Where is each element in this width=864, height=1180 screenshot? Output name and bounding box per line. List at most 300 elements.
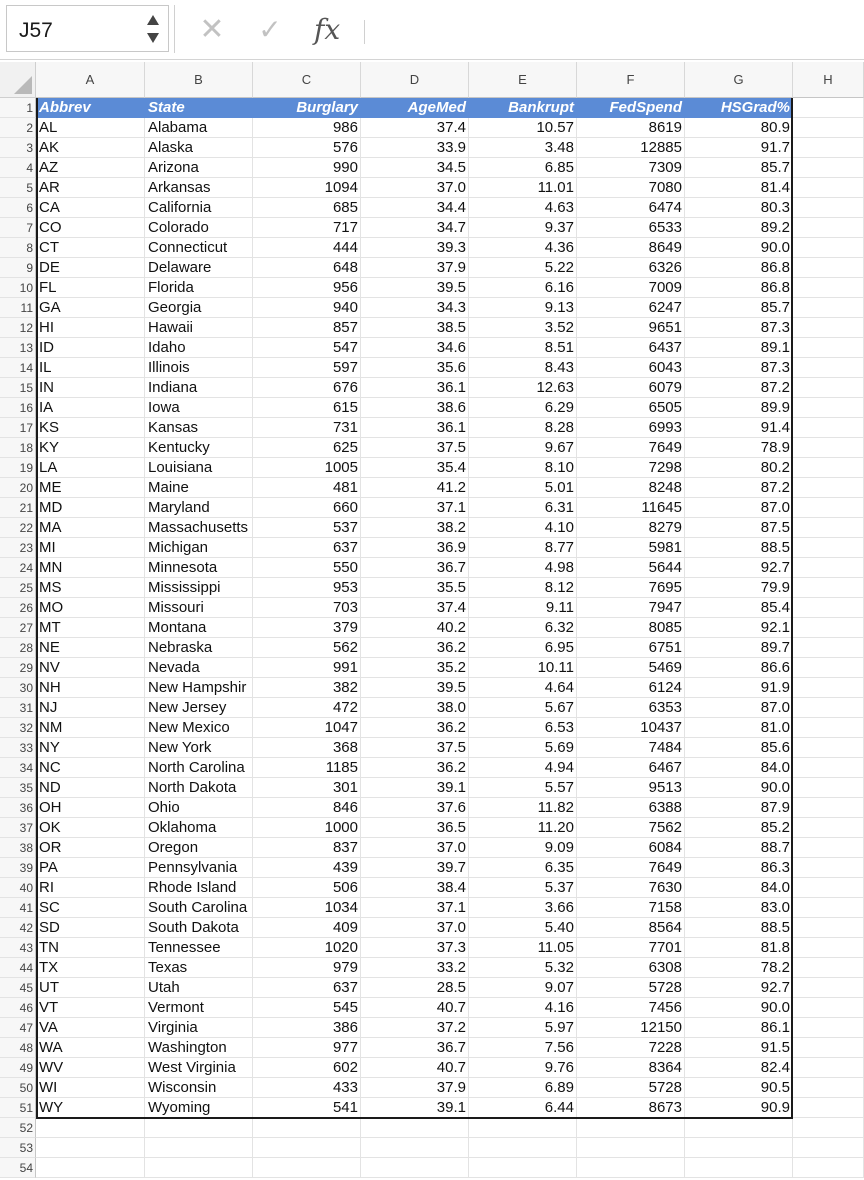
cell[interactable]: FL	[36, 278, 145, 298]
cell[interactable]: 550	[253, 558, 361, 578]
cell[interactable]	[145, 1138, 253, 1158]
cell[interactable]: 87.2	[685, 378, 793, 398]
cell[interactable]: 6.16	[469, 278, 577, 298]
cell[interactable]: 34.6	[361, 338, 469, 358]
cell[interactable]: 6084	[577, 838, 685, 858]
cell[interactable]: 5.37	[469, 878, 577, 898]
cell[interactable]: 5.01	[469, 478, 577, 498]
row-header[interactable]: 24	[0, 558, 36, 578]
header-cell[interactable]: Abbrev	[36, 98, 145, 118]
cell[interactable]: 88.5	[685, 538, 793, 558]
column-header-e[interactable]: E	[469, 62, 577, 98]
cell[interactable]: Nevada	[145, 658, 253, 678]
cell[interactable]: South Dakota	[145, 918, 253, 938]
header-cell[interactable]: FedSpend	[577, 98, 685, 118]
header-cell[interactable]: Burglary	[253, 98, 361, 118]
cell[interactable]: 9.07	[469, 978, 577, 998]
row-header[interactable]: 33	[0, 738, 36, 758]
cell[interactable]: 85.7	[685, 298, 793, 318]
cell[interactable]: 92.7	[685, 978, 793, 998]
cell[interactable]: 12150	[577, 1018, 685, 1038]
cell[interactable]	[793, 178, 864, 198]
cell[interactable]: Missouri	[145, 598, 253, 618]
cell[interactable]	[793, 558, 864, 578]
cell[interactable]: 6247	[577, 298, 685, 318]
cell[interactable]: LA	[36, 458, 145, 478]
cell[interactable]: 87.2	[685, 478, 793, 498]
cell[interactable]: 90.0	[685, 778, 793, 798]
row-header[interactable]: 40	[0, 878, 36, 898]
cell[interactable]: 6353	[577, 698, 685, 718]
name-box[interactable]	[6, 5, 169, 52]
cell[interactable]: 86.6	[685, 658, 793, 678]
row-header[interactable]: 8	[0, 238, 36, 258]
cell[interactable]: IN	[36, 378, 145, 398]
cell[interactable]: MS	[36, 578, 145, 598]
cell[interactable]: 6388	[577, 798, 685, 818]
cell[interactable]: HI	[36, 318, 145, 338]
cell[interactable]: 7298	[577, 458, 685, 478]
cell[interactable]: ND	[36, 778, 145, 798]
cell[interactable]: 685	[253, 198, 361, 218]
cell[interactable]: WV	[36, 1058, 145, 1078]
cell[interactable]: SC	[36, 898, 145, 918]
cell[interactable]	[145, 1158, 253, 1178]
cell[interactable]: 85.6	[685, 738, 793, 758]
cell[interactable]	[469, 1138, 577, 1158]
cell[interactable]	[793, 258, 864, 278]
cell[interactable]	[253, 1118, 361, 1138]
cell[interactable]: 84.0	[685, 758, 793, 778]
cell[interactable]: TX	[36, 958, 145, 978]
cell[interactable]: RI	[36, 878, 145, 898]
row-header[interactable]: 21	[0, 498, 36, 518]
cell[interactable]: AK	[36, 138, 145, 158]
cell[interactable]	[793, 538, 864, 558]
cell[interactable]	[577, 1138, 685, 1158]
cell[interactable]: Pennsylvania	[145, 858, 253, 878]
cell[interactable]	[793, 758, 864, 778]
cell[interactable]: 7695	[577, 578, 685, 598]
row-header[interactable]: 10	[0, 278, 36, 298]
cell[interactable]: 85.2	[685, 818, 793, 838]
cell[interactable]	[361, 1118, 469, 1138]
cell[interactable]: 91.5	[685, 1038, 793, 1058]
cell[interactable]: Arizona	[145, 158, 253, 178]
cell[interactable]: NM	[36, 718, 145, 738]
cell[interactable]: 36.2	[361, 638, 469, 658]
cell[interactable]: 615	[253, 398, 361, 418]
cell[interactable]	[793, 918, 864, 938]
cell[interactable]: 6437	[577, 338, 685, 358]
cell[interactable]: 3.52	[469, 318, 577, 338]
cell[interactable]: NC	[36, 758, 145, 778]
cell[interactable]: 37.3	[361, 938, 469, 958]
row-header[interactable]: 51	[0, 1098, 36, 1118]
cell[interactable]: 9.67	[469, 438, 577, 458]
cell[interactable]: 409	[253, 918, 361, 938]
cell[interactable]: 40.7	[361, 1058, 469, 1078]
cell[interactable]: 6.95	[469, 638, 577, 658]
cell[interactable]: 537	[253, 518, 361, 538]
column-header-h[interactable]: H	[793, 62, 864, 98]
column-header-b[interactable]: B	[145, 62, 253, 98]
cell[interactable]: 576	[253, 138, 361, 158]
cell[interactable]	[361, 1138, 469, 1158]
cell[interactable]	[793, 878, 864, 898]
cell[interactable]: 8248	[577, 478, 685, 498]
cell[interactable]: 1020	[253, 938, 361, 958]
cell[interactable]	[793, 318, 864, 338]
row-header[interactable]: 14	[0, 358, 36, 378]
cell[interactable]: 7309	[577, 158, 685, 178]
cell[interactable]: 6.35	[469, 858, 577, 878]
cell[interactable]: 90.0	[685, 238, 793, 258]
cell[interactable]: 36.5	[361, 818, 469, 838]
cell[interactable]: 11.82	[469, 798, 577, 818]
cell[interactable]: DE	[36, 258, 145, 278]
cell[interactable]: 977	[253, 1038, 361, 1058]
cell[interactable]: 91.4	[685, 418, 793, 438]
cell[interactable]	[793, 338, 864, 358]
cell[interactable]: 39.3	[361, 238, 469, 258]
cell[interactable]: 637	[253, 978, 361, 998]
cell[interactable]: 11645	[577, 498, 685, 518]
cell[interactable]: Michigan	[145, 538, 253, 558]
cell[interactable]: 5.22	[469, 258, 577, 278]
cell[interactable]	[469, 1158, 577, 1178]
cell[interactable]: MN	[36, 558, 145, 578]
cell[interactable]: 6751	[577, 638, 685, 658]
cell[interactable]: MT	[36, 618, 145, 638]
row-header[interactable]: 52	[0, 1118, 36, 1138]
cell[interactable]: 28.5	[361, 978, 469, 998]
cell[interactable]: 35.4	[361, 458, 469, 478]
cell[interactable]: 9.11	[469, 598, 577, 618]
cell[interactable]: 6.89	[469, 1078, 577, 1098]
cell[interactable]: 5981	[577, 538, 685, 558]
row-header[interactable]: 34	[0, 758, 36, 778]
cell[interactable]: 386	[253, 1018, 361, 1038]
row-header[interactable]: 28	[0, 638, 36, 658]
cell[interactable]: 4.94	[469, 758, 577, 778]
cell[interactable]: 80.2	[685, 458, 793, 478]
cell[interactable]: MO	[36, 598, 145, 618]
cell[interactable]: New Mexico	[145, 718, 253, 738]
cell[interactable]: 731	[253, 418, 361, 438]
cell[interactable]: 91.9	[685, 678, 793, 698]
cell[interactable]: KY	[36, 438, 145, 458]
cell[interactable]: 597	[253, 358, 361, 378]
cell[interactable]: 5.69	[469, 738, 577, 758]
row-header[interactable]: 30	[0, 678, 36, 698]
cell[interactable]	[469, 1118, 577, 1138]
cell[interactable]: 34.3	[361, 298, 469, 318]
cell[interactable]	[793, 1118, 864, 1138]
cell[interactable]: 1034	[253, 898, 361, 918]
cell[interactable]: 979	[253, 958, 361, 978]
cell[interactable]	[793, 378, 864, 398]
cell[interactable]: Texas	[145, 958, 253, 978]
checkmark-icon[interactable]: ✓	[258, 14, 282, 45]
cell[interactable]: 79.9	[685, 578, 793, 598]
row-header[interactable]: 29	[0, 658, 36, 678]
cell[interactable]: AL	[36, 118, 145, 138]
cell[interactable]: North Dakota	[145, 778, 253, 798]
select-all-corner[interactable]	[0, 62, 36, 98]
cell[interactable]: GA	[36, 298, 145, 318]
cell[interactable]	[793, 678, 864, 698]
cell[interactable]: 545	[253, 998, 361, 1018]
cell[interactable]	[253, 1138, 361, 1158]
row-header[interactable]: 1	[0, 98, 36, 118]
cell[interactable]: UT	[36, 978, 145, 998]
column-header-c[interactable]: C	[253, 62, 361, 98]
cell[interactable]: 81.8	[685, 938, 793, 958]
cell[interactable]: 5.97	[469, 1018, 577, 1038]
cell[interactable]: Utah	[145, 978, 253, 998]
cell[interactable]: 8.77	[469, 538, 577, 558]
row-header[interactable]: 54	[0, 1158, 36, 1178]
cell[interactable]: 39.7	[361, 858, 469, 878]
cell[interactable]: Indiana	[145, 378, 253, 398]
cell[interactable]: 86.8	[685, 278, 793, 298]
cell[interactable]: 8.43	[469, 358, 577, 378]
column-header-g[interactable]: G	[685, 62, 793, 98]
cell[interactable]: 625	[253, 438, 361, 458]
cell[interactable]: NV	[36, 658, 145, 678]
cell[interactable]: 6.32	[469, 618, 577, 638]
cell[interactable]: 38.6	[361, 398, 469, 418]
cell[interactable]	[793, 1018, 864, 1038]
cell[interactable]: 87.0	[685, 698, 793, 718]
cell[interactable]: 8564	[577, 918, 685, 938]
cell[interactable]: AR	[36, 178, 145, 198]
row-header[interactable]: 50	[0, 1078, 36, 1098]
column-header-a[interactable]: A	[36, 62, 145, 98]
cell[interactable]: Alabama	[145, 118, 253, 138]
cell[interactable]: 36.1	[361, 418, 469, 438]
cell[interactable]: 90.9	[685, 1098, 793, 1118]
cell[interactable]	[793, 598, 864, 618]
cell[interactable]: Colorado	[145, 218, 253, 238]
cell[interactable]: 41.2	[361, 478, 469, 498]
cell[interactable]: 637	[253, 538, 361, 558]
row-header[interactable]: 22	[0, 518, 36, 538]
cell[interactable]: South Carolina	[145, 898, 253, 918]
cell[interactable]: 837	[253, 838, 361, 858]
cell[interactable]: 11.20	[469, 818, 577, 838]
cell[interactable]: 1094	[253, 178, 361, 198]
row-header[interactable]: 37	[0, 818, 36, 838]
cell[interactable]: West Virginia	[145, 1058, 253, 1078]
cell[interactable]: 7228	[577, 1038, 685, 1058]
cell[interactable]: 37.5	[361, 438, 469, 458]
row-header[interactable]: 46	[0, 998, 36, 1018]
cell[interactable]: 8085	[577, 618, 685, 638]
cell[interactable]: 9513	[577, 778, 685, 798]
header-cell[interactable]: AgeMed	[361, 98, 469, 118]
cell[interactable]: 82.4	[685, 1058, 793, 1078]
cell[interactable]: Mississippi	[145, 578, 253, 598]
cell[interactable]: 87.5	[685, 518, 793, 538]
cell[interactable]: 7456	[577, 998, 685, 1018]
row-header[interactable]: 2	[0, 118, 36, 138]
cell[interactable]: 846	[253, 798, 361, 818]
cell[interactable]: Iowa	[145, 398, 253, 418]
cell[interactable]: 5.32	[469, 958, 577, 978]
cell[interactable]: 541	[253, 1098, 361, 1118]
cell[interactable]: 8619	[577, 118, 685, 138]
cell[interactable]: VT	[36, 998, 145, 1018]
cell[interactable]: 940	[253, 298, 361, 318]
cell[interactable]: Louisiana	[145, 458, 253, 478]
cell[interactable]: ME	[36, 478, 145, 498]
cell[interactable]: 11.01	[469, 178, 577, 198]
cell[interactable]: 7649	[577, 438, 685, 458]
cell[interactable]: 7649	[577, 858, 685, 878]
row-header[interactable]: 47	[0, 1018, 36, 1038]
cell[interactable]	[793, 498, 864, 518]
cell[interactable]: 6505	[577, 398, 685, 418]
row-header[interactable]: 4	[0, 158, 36, 178]
row-header[interactable]: 45	[0, 978, 36, 998]
cell[interactable]: 6124	[577, 678, 685, 698]
cell[interactable]: 7.56	[469, 1038, 577, 1058]
cell[interactable]	[145, 1118, 253, 1138]
cell[interactable]: 986	[253, 118, 361, 138]
cell[interactable]	[685, 1158, 793, 1178]
cell[interactable]: Georgia	[145, 298, 253, 318]
cell[interactable]: 88.7	[685, 838, 793, 858]
cell[interactable]: 89.1	[685, 338, 793, 358]
row-header[interactable]: 48	[0, 1038, 36, 1058]
cell[interactable]: 34.5	[361, 158, 469, 178]
cell[interactable]	[793, 138, 864, 158]
cell[interactable]	[577, 1158, 685, 1178]
cell[interactable]: 444	[253, 238, 361, 258]
cell[interactable]	[685, 1138, 793, 1158]
cell[interactable]: 602	[253, 1058, 361, 1078]
cell[interactable]: 956	[253, 278, 361, 298]
row-header[interactable]: 18	[0, 438, 36, 458]
cell[interactable]	[793, 838, 864, 858]
cell[interactable]: 36.7	[361, 558, 469, 578]
cell[interactable]: 547	[253, 338, 361, 358]
cell[interactable]: 89.2	[685, 218, 793, 238]
cell[interactable]: 34.7	[361, 218, 469, 238]
cell[interactable]: CT	[36, 238, 145, 258]
row-header[interactable]: 20	[0, 478, 36, 498]
cell[interactable]: 39.5	[361, 678, 469, 698]
cell[interactable]: 86.3	[685, 858, 793, 878]
row-header[interactable]: 6	[0, 198, 36, 218]
cell[interactable]: Vermont	[145, 998, 253, 1018]
row-header[interactable]: 15	[0, 378, 36, 398]
cell[interactable]: 36.2	[361, 758, 469, 778]
row-header[interactable]: 17	[0, 418, 36, 438]
cell[interactable]: 40.2	[361, 618, 469, 638]
row-header[interactable]: 41	[0, 898, 36, 918]
cell[interactable]: 703	[253, 598, 361, 618]
cell[interactable]: NJ	[36, 698, 145, 718]
cell[interactable]: Ohio	[145, 798, 253, 818]
cell[interactable]: 9.37	[469, 218, 577, 238]
cell[interactable]: 92.7	[685, 558, 793, 578]
cell[interactable]: 37.9	[361, 1078, 469, 1098]
cell[interactable]: 87.3	[685, 318, 793, 338]
cell[interactable]: 10437	[577, 718, 685, 738]
cell[interactable]: 8.51	[469, 338, 577, 358]
row-header[interactable]: 44	[0, 958, 36, 978]
cell[interactable]	[361, 1158, 469, 1178]
cell[interactable]: 8673	[577, 1098, 685, 1118]
cell[interactable]: 36.1	[361, 378, 469, 398]
row-header[interactable]: 9	[0, 258, 36, 278]
cell[interactable]: 5.67	[469, 698, 577, 718]
cell[interactable]: Montana	[145, 618, 253, 638]
cell[interactable]: North Carolina	[145, 758, 253, 778]
cell[interactable]: 36.2	[361, 718, 469, 738]
cell[interactable]: 78.2	[685, 958, 793, 978]
cell[interactable]: 37.2	[361, 1018, 469, 1038]
row-header[interactable]: 53	[0, 1138, 36, 1158]
header-cell[interactable]: State	[145, 98, 253, 118]
cell[interactable]	[793, 198, 864, 218]
cell[interactable]: 7562	[577, 818, 685, 838]
column-header-d[interactable]: D	[361, 62, 469, 98]
header-cell[interactable]: Bankrupt	[469, 98, 577, 118]
cell[interactable]: 87.3	[685, 358, 793, 378]
cell[interactable]: Florida	[145, 278, 253, 298]
cell[interactable]: WA	[36, 1038, 145, 1058]
cell[interactable]: Alaska	[145, 138, 253, 158]
cell[interactable]: 1005	[253, 458, 361, 478]
cell[interactable]: 81.0	[685, 718, 793, 738]
cell[interactable]: 33.2	[361, 958, 469, 978]
cell[interactable]: KS	[36, 418, 145, 438]
cell[interactable]: 38.2	[361, 518, 469, 538]
cell[interactable]: 4.63	[469, 198, 577, 218]
cell[interactable]: 83.0	[685, 898, 793, 918]
row-header[interactable]: 5	[0, 178, 36, 198]
cell[interactable]	[793, 118, 864, 138]
cell[interactable]: 660	[253, 498, 361, 518]
cell[interactable]: Oklahoma	[145, 818, 253, 838]
cell[interactable]: 717	[253, 218, 361, 238]
row-header[interactable]: 38	[0, 838, 36, 858]
cell[interactable]: Nebraska	[145, 638, 253, 658]
cell[interactable]: 9.09	[469, 838, 577, 858]
row-header[interactable]: 7	[0, 218, 36, 238]
cell[interactable]: 90.0	[685, 998, 793, 1018]
cell[interactable]	[793, 638, 864, 658]
cell[interactable]: 5728	[577, 1078, 685, 1098]
cell[interactable]: 990	[253, 158, 361, 178]
cell[interactable]	[793, 718, 864, 738]
cell[interactable]: Maryland	[145, 498, 253, 518]
cell[interactable]: 92.1	[685, 618, 793, 638]
cell[interactable]: 39.5	[361, 278, 469, 298]
cell[interactable]: 368	[253, 738, 361, 758]
cell[interactable]: 472	[253, 698, 361, 718]
cell[interactable]	[793, 818, 864, 838]
cell[interactable]: Arkansas	[145, 178, 253, 198]
cell[interactable]: NH	[36, 678, 145, 698]
cell[interactable]	[793, 858, 864, 878]
cell[interactable]: 34.4	[361, 198, 469, 218]
cell[interactable]: Washington	[145, 1038, 253, 1058]
